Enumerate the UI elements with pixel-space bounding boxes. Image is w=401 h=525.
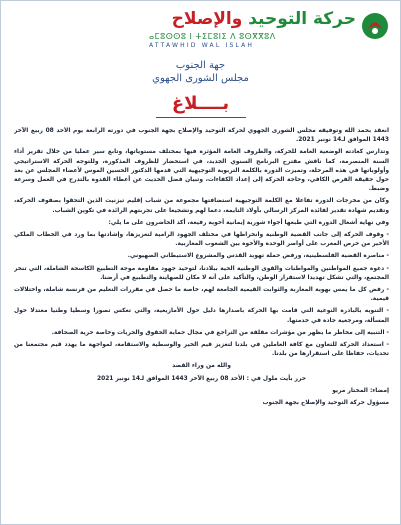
region-name: جهة الجنوب [175,60,226,71]
list-item: - رفض كل ما يمس بهوية المغاربة والثوابت القيمية الجامعة لهم، خاصة ما حصل في مقررات التعليم من فرنسة شاملة، واختلالات قيمية. [14,287,389,303]
title-underline [156,117,246,118]
signature-role: مسؤول حركة التوحيد والإصلاح بجهة الجنوب [262,400,389,407]
list-item: - التنويه بالبادرة النوعية التي قامت بها الحركة باصدارها دليل حول الأمازيغية، والتي تعكس تصورا وسطيا وطنيا معتدلا حول المسألة، ومرجعية جادة في خدمتها. [14,308,389,324]
list-item: - مناصرة القضية الفلسطينية، ورفض حملة تهويد القدس والمشروع الاستيطاني الصهيوني. [127,253,389,260]
region-heading [1,59,400,85]
paragraph: وفي نهاية أشغال الدورة التي طبعها أجواء شورية إيمانية أخوية رفيعة، أكد الحاضرون على ما يلي: [108,219,389,226]
emblem-icon [360,11,390,41]
paragraph: انعقد بحمد الله وتوفيقه مجلس الشورى الجهوي لحركة التوحيد والإصلاح بجهة الجنوب في دورته الرابعة يوم الأحد 08 ربيع الآخر 1443 الموافق لـ14 نونبر 2021. [14,128,389,144]
signature-label: إمضاء: المختار مريو [332,387,389,394]
organization-name-arabic: حركة التوحيد والإصلاح [171,9,356,29]
paragraph: وتدارس كعادته الوضعية العامة للحركة، والظروف العامة المؤثرة فيها بمختلف مستوياتها، وتابع سير عمليا من خلال تقرير أداء السنة المنصرمة، كما ناقش مقترح البرنامج السنوي الجديد، في استحضار للظروف المذكورة، وللتوجه الحركة الاستراتيجي وأولوياتها في هذه المرحلة، وتميزت الدورة بالكلمة التربوية التوجيهية التي قدمها الدكتور الحسين الموس لأعضاء المجلس عن بعد حول حقيقة الفرص الكافي، وحاجة الحركة إلى إعداد الكفاءات، وتبيان فضل الحديث عن أعطاء القدوة بالتدرج في العمل وسرعة وضبط. [14,149,389,193]
list-item: - وقوف الحركة إلى جانب القضية الوطنية وانخراطها في مختلف الجهود الرامية لتعزيزها، وإشادتها بما ورد في الخطاب الملكي الأخير من حرص المغرب على أواصر الوحدة والأخوة بين الشعوب المغاربية. [14,232,389,248]
paragraph: وكان من مخرجات الدورة تفاعلا مع الكلمة التوجيهية استضافتها مجموعة من شباب إقليم تيزنيت الذين التحقوا بصفوف الحركة، وتقديم شهادة تقدير لفائدة المركز الرسالي بأولاد التايمة، دعما لهم وتشجيعا على تجربتهم الرائدة في تكوين الشباب. [14,198,389,214]
date-line: حرر بأيت ملول في : الأحد 08 ربيع الآخر 1443 الموافق لـ14 نونبر 2021 [97,375,306,382]
list-item: - استعداد الحركة للتعاون مع كافة العاملين في بلدنا لتعزيز قيم الخير والوسطية والاستقامة، لمواجهة ما يهدد قيم مجتمعنا من تحديات، حفاظا على استقرارها من بلدنا. [14,342,389,358]
document-title: بــــلاغ [171,93,230,114]
organization-logo [9,7,394,53]
list-item: - دعوة جميع المواطنين والمواطنات والقوى الوطنية الحية ببلادنا، لتوحيد جهود مقاومة موجة التطبيع الكاسحة الشاملة، التي تنخر المجتمع، والتي تشكل تهديدا لاستقرار الوطن، والتأكيد على أنه لا مكان للصهاينة والتطبيع في أرضنا. [14,265,389,281]
document-body [14,127,389,523]
organization-name-tifinagh: ⴰⵎⵓⵙⵙⵓ ⵏ ⵜⵉⵎⵓⵏⵉ ⴷ ⵓⵙⴳⴳⵓⴷ [149,32,276,41]
council-name: مجلس الشورى الجهوي [152,73,249,84]
list-item: - التنبيه إلى مخاطر ما يظهر من مؤشرات مقلقة من التراجع في مجال حماية الحقوق والحريات وخاصة حرية الصحافة. [51,329,389,336]
organization-name-latin: ATTAWHID WAL ISLAH [149,42,255,49]
closing-line: والله من وراء القصد [172,363,231,370]
